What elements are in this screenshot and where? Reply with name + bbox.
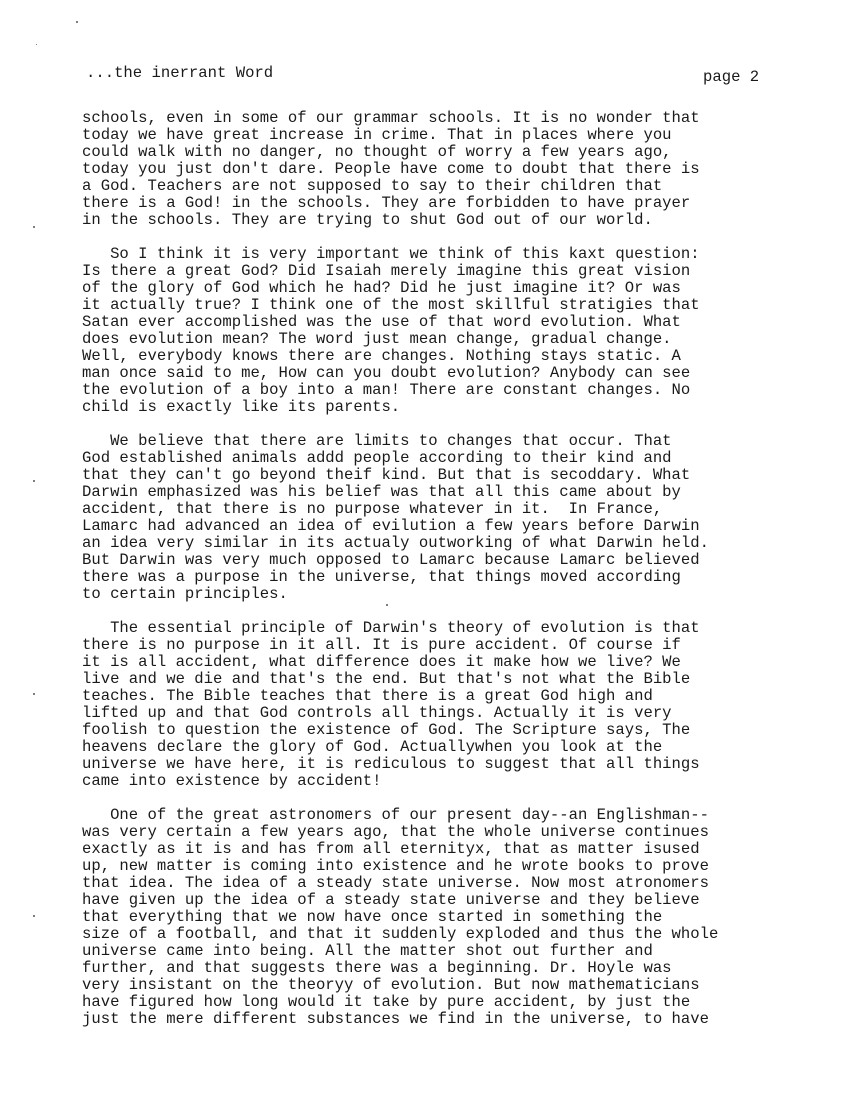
text-line: foolish to question the existence of God. The Scripture says, The <box>82 721 691 739</box>
text-line: today we have great increase in crime. That in places where you <box>82 126 672 144</box>
text-line: it is all accident, what difference does it make how we live? We <box>82 653 681 671</box>
paragraph-5 <box>82 807 802 1028</box>
text-line: have given up the idea of a steady state universe and they believe <box>82 891 700 909</box>
text-line: it actually true? I think one of the most skillful stratigies that <box>82 296 700 314</box>
text-line: universe came into being. All the matter shot out further and <box>82 942 653 960</box>
text-line: One of the great astronomers of our present day--an Englishman-- <box>82 806 709 824</box>
text-line: up, new matter is coming into existence and he wrote books to prove <box>82 857 709 875</box>
text-line: there is a God! in the schools. They are forbidden to have prayer <box>82 194 691 212</box>
scan-speck <box>33 693 35 695</box>
text-line: Is there a great God? Did Isaiah merely imagine this great vision <box>82 262 691 280</box>
text-line: heavens declare the glory of God. Actuallywhen you look at the <box>82 738 663 756</box>
text-line: schools, even in some of our grammar schools. It is no wonder that <box>82 109 700 127</box>
paragraph-2 <box>82 246 802 416</box>
text-line: of the glory of God which he had? Did he just imagine it? Or was <box>82 279 681 297</box>
text-line: that they can't go beyond theif kind. But that is secoddary. What <box>82 466 691 484</box>
text-line: size of a football, and that it suddenly exploded and thus the whole <box>82 925 719 943</box>
scan-speck <box>386 604 388 606</box>
text-line: does evolution mean? The word just mean change, gradual change. <box>82 330 672 348</box>
text-line: the evolution of a boy into a man! There are constant changes. No <box>82 381 691 399</box>
text-line: was very certain a few years ago, that the whole universe continues <box>82 823 709 841</box>
paragraph-4 <box>82 620 802 790</box>
text-line: teaches. The Bible teaches that there is a great God high and <box>82 687 653 705</box>
text-line: child is exactly like its parents. <box>82 398 401 416</box>
text-line: to certain principles. <box>82 585 288 603</box>
text-line: there was a purpose in the universe, that things moved according <box>82 568 681 586</box>
text-line: that idea. The idea of a steady state universe. Now most atronomers <box>82 874 709 892</box>
text-line: Well, everybody knows there are changes. Nothing stays static. A <box>82 347 681 365</box>
text-line: that everything that we now have once started in something the <box>82 908 663 926</box>
scan-speck <box>36 44 37 45</box>
text-line: further, and that suggests there was a beginning. Dr. Hoyle was <box>82 959 672 977</box>
text-line: today you just don't dare. People have come to doubt that there is <box>82 160 700 178</box>
text-line: there is no purpose in it all. It is pure accident. Of course if <box>82 636 681 654</box>
text-line: universe we have here, it is rediculous to suggest that all things <box>82 755 700 773</box>
text-line: an idea very similar in its actualy outworking of what Darwin held. <box>82 534 709 552</box>
scan-speck <box>33 915 35 917</box>
text-line: man once said to me, How can you doubt evolution? Anybody can see <box>82 364 691 382</box>
text-line: But Darwin was very much opposed to Lamarc because Lamarc believed <box>82 551 700 569</box>
text-line: lifted up and that God controls all things. Actually it is very <box>82 704 672 722</box>
text-line: Darwin emphasized was his belief was that all this came about by <box>82 483 681 501</box>
running-header-title: ...the inerrant Word <box>86 64 274 82</box>
page-number: page 2 <box>703 68 760 86</box>
text-line: have figured how long would it take by pure accident, by just the <box>82 993 691 1011</box>
text-line: just the mere different substances we find in the universe, to have <box>82 1010 709 1028</box>
scan-speck <box>76 21 78 23</box>
body-text <box>82 110 802 1045</box>
paragraph-3 <box>82 433 802 603</box>
paragraph-1 <box>82 110 802 229</box>
text-line: Lamarc had advanced an idea of evilution a few years before Darwin <box>82 517 700 535</box>
text-line: live and we die and that's the end. But that's not what the Bible <box>82 670 691 688</box>
text-line: We believe that there are limits to changes that occur. That <box>82 432 672 450</box>
text-line: accident, that there is no purpose whatever in it. In France, <box>82 500 663 518</box>
text-line: God established animals addd people according to their kind and <box>82 449 672 467</box>
text-line: exactly as it is and has from all eternityx, that as matter isused <box>82 840 700 858</box>
text-line: very insistant on the theoryy of evolution. But now mathematicians <box>82 976 700 994</box>
text-line: Satan ever accomplished was the use of that word evolution. What <box>82 313 681 331</box>
scan-speck <box>33 226 35 228</box>
text-line: in the schools. They are trying to shut God out of our world. <box>82 211 653 229</box>
scan-speck <box>33 480 35 482</box>
text-line: The essential principle of Darwin's theory of evolution is that <box>82 619 700 637</box>
text-line: a God. Teachers are not supposed to say to their children that <box>82 177 663 195</box>
text-line: could walk with no danger, no thought of worry a few years ago, <box>82 143 672 161</box>
text-line: So I think it is very important we think of this kaxt question: <box>82 245 700 263</box>
text-line: came into existence by accident! <box>82 772 382 790</box>
